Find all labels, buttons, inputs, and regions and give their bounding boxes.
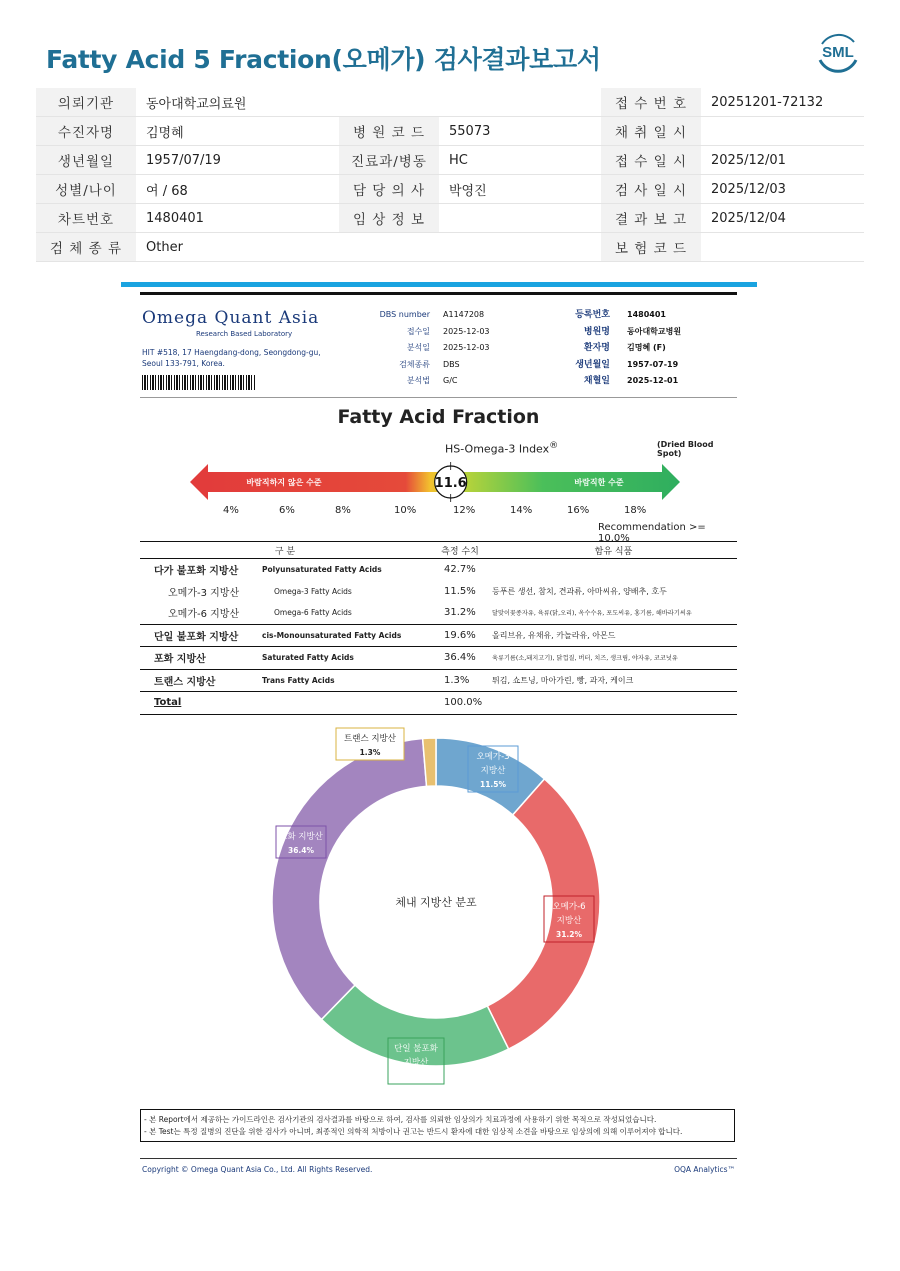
gauge-value: 11.6 [434, 476, 467, 491]
report-top-rule [140, 292, 737, 295]
total-label: Total [140, 692, 260, 715]
meta-label: 등록번호 [575, 310, 610, 320]
info-row [36, 175, 864, 204]
slice-value: 36.4% [287, 846, 315, 855]
donut-title: 체내 지방산 분포 [395, 896, 477, 909]
copyright: Copyright © Omega Quant Asia Co., Ltd. All Rights Reserved. [142, 1165, 373, 1174]
oqa-analytics: OQA Analytics™ [674, 1165, 735, 1174]
info-label: 수진자명 [36, 117, 136, 146]
meta-label: 생년월일 [575, 359, 610, 370]
info-label: 검 사 일 시 [601, 175, 701, 204]
row-category-en: Trans Fatty Acids [260, 669, 430, 692]
info-label [339, 88, 439, 117]
info-label: 생년월일 [36, 146, 136, 175]
info-label: 차트번호 [36, 204, 136, 233]
info-row [36, 117, 864, 146]
gauge-tick: 4% [223, 505, 239, 516]
gauge-tick: 6% [279, 505, 295, 516]
info-label: 접 수 일 시 [601, 146, 701, 175]
oqa-logo: Omega Quant Asia [142, 308, 320, 328]
gauge-tick: 8% [335, 505, 351, 516]
info-value [439, 88, 601, 117]
slice-label: 지방산 [403, 1058, 429, 1068]
fatty-acid-distribution-donut [260, 722, 620, 1081]
info-label: 보 험 코 드 [601, 233, 701, 262]
meta-label: 환자명 [583, 343, 610, 353]
meta-value: 1480401 [627, 310, 666, 319]
meta-value: 2025-12-01 [627, 376, 679, 385]
disclaimer-notes [140, 1109, 735, 1142]
info-row [36, 88, 864, 117]
table-row [140, 581, 737, 603]
slice-label: 오메가-6 [552, 902, 586, 912]
info-label: 성별/나이 [36, 175, 136, 204]
gauge-tick: 10% [394, 505, 417, 516]
meta-value: 동아대학교병원 [627, 326, 682, 336]
report-header-rule [140, 397, 737, 398]
table-row [140, 559, 737, 581]
row-value: 11.5% [444, 585, 476, 597]
meta-value: 김명혜 (F) [627, 343, 666, 352]
info-row [36, 146, 864, 175]
info-label: 임 상 정 보 [339, 204, 439, 233]
gauge-good-label: 바람직한 수준 [574, 478, 624, 487]
sml-logo-text: SML [822, 44, 854, 61]
col-value: 측정 수치 [430, 542, 490, 559]
meta-label: 분석법 [406, 376, 430, 385]
meta-value: 2025-12-03 [443, 326, 490, 336]
slice-label: 트랜스 지방산 [344, 734, 396, 744]
omega-report [140, 292, 737, 1182]
meta-value: 1957-07-19 [627, 359, 679, 369]
meta-label: 검체종류 [399, 359, 430, 369]
footer-rule [140, 1158, 737, 1159]
gauge-tick: 12% [453, 505, 476, 516]
row-category-kr: 오메가-6 지방산 [168, 609, 240, 621]
info-value: HC [439, 146, 601, 175]
gauge-tick: 18% [624, 505, 647, 516]
slice-label: 포화 지방산 [279, 832, 323, 842]
report-title: Fatty Acid 5 Fraction(오메가) 검사결과보고서 [46, 45, 601, 74]
slice-label: 오메가-3 [476, 752, 510, 762]
row-value: 19.6% [430, 624, 490, 647]
info-label: 의뢰기관 [36, 88, 136, 117]
slice-label: 지방산 [480, 766, 506, 776]
slice-label: 지방산 [556, 916, 582, 926]
meta-right-values [627, 307, 727, 390]
omega3-index-gauge [190, 462, 680, 502]
info-value: 2025/12/04 [701, 204, 864, 233]
info-label [339, 233, 439, 262]
info-value: 2025/12/03 [701, 175, 864, 204]
info-value [701, 233, 864, 262]
meta-label: 채혈일 [583, 376, 610, 386]
meta-label: DBS number [379, 310, 430, 319]
slice-value: 1.3% [359, 748, 381, 757]
info-value: Other [136, 233, 339, 262]
row-food [490, 559, 737, 581]
info-value: 2025/12/01 [701, 146, 864, 175]
meta-label: 병원명 [583, 326, 610, 337]
gauge-tick: 14% [510, 505, 533, 516]
info-value [439, 233, 601, 262]
gauge-marker [435, 462, 467, 502]
table-row [140, 624, 737, 647]
info-value: 박영진 [439, 175, 601, 204]
info-row [36, 204, 864, 233]
oqa-subtitle: Research Based Laboratory [196, 330, 293, 338]
specimen-note: (Dried Blood Spot) [657, 440, 714, 458]
slice-label: 단일 불포화 [394, 1044, 438, 1054]
meta-label: 분석일 [406, 343, 430, 352]
info-label: 접 수 번 호 [601, 88, 701, 117]
row-food: 올리브유, 유채유, 카놀라유, 아몬드 [490, 624, 737, 647]
row-value: 36.4% [430, 647, 490, 670]
row-category-kr: 다가 불포화 지방산 [140, 559, 260, 581]
row-category-en: Polyunsaturated Fatty Acids [260, 559, 430, 581]
info-value: 동아대학교의료원 [136, 88, 339, 117]
info-label: 검 체 종 류 [36, 233, 136, 262]
info-row [36, 233, 864, 262]
row-value: 31.2% [444, 607, 476, 619]
info-label: 병 원 코 드 [339, 117, 439, 146]
info-value: 1480401 [136, 204, 339, 233]
slice-value: 11.5% [479, 780, 507, 789]
meta-left-labels [365, 307, 430, 390]
row-category-kr: 오메가-3 지방산 [168, 587, 240, 599]
note-2: - 본 Test는 특정 질병의 진단을 위한 검사가 아니며, 최종적인 의학적 처방이나 권고는 반드시 환자에 대한 임상적 소견을 바탕으로 임상의에 의해 이루어져야 합니다. [144, 1127, 683, 1136]
row-category-en: Omega-6 Fatty Acids [274, 608, 352, 618]
hs-omega3-index-title: HS-Omega-3 Index® [445, 440, 559, 456]
meta-right-labels [540, 307, 610, 390]
info-value [701, 117, 864, 146]
info-value: 55073 [439, 117, 601, 146]
meta-value: A1147208 [443, 310, 485, 319]
info-value: 1957/07/19 [136, 146, 339, 175]
row-food: 등푸른 생선, 참치, 견과류, 아마씨유, 양배추, 호두 [492, 586, 667, 596]
patient-info-table [36, 88, 864, 262]
col-category: 구 분 [140, 542, 430, 559]
row-category-en: Saturated Fatty Acids [260, 647, 430, 670]
sml-logo [814, 30, 862, 76]
info-label: 결 과 보 고 [601, 204, 701, 233]
col-food: 함유 식품 [490, 542, 737, 559]
row-category-kr: 포화 지방산 [140, 647, 260, 670]
row-category-en: Omega-3 Fatty Acids [274, 586, 352, 596]
total-row [140, 692, 737, 715]
meta-label: 접수일 [406, 326, 430, 336]
lab-address: HIT #518, 17 Haengdang-dong, Seongdong-gu, Seoul 133-791, Korea. [142, 348, 321, 368]
info-value: 김명혜 [136, 117, 339, 146]
row-value: 42.7% [430, 559, 490, 581]
info-value [439, 204, 601, 233]
slice-value: 19.6% [402, 1072, 430, 1081]
info-label: 담 당 의 사 [339, 175, 439, 204]
table-row [140, 669, 737, 692]
fatty-acid-fraction-title: Fatty Acid Fraction [337, 406, 540, 428]
meta-value: G/C [443, 376, 458, 385]
info-label: 채 취 일 시 [601, 117, 701, 146]
info-value: 20251201-72132 [701, 88, 864, 117]
table-row [140, 602, 737, 624]
row-food: 튀김, 쇼트닝, 마아가린, 빵, 과자, 케이크 [490, 669, 737, 692]
info-value: 여 / 68 [136, 175, 339, 204]
row-category-kr: 트랜스 지방산 [140, 669, 260, 692]
meta-left-values [443, 307, 533, 390]
info-label: 진료과/병동 [339, 146, 439, 175]
slice-value: 31.2% [555, 930, 583, 939]
row-category-kr: 단일 불포화 지방산 [140, 624, 260, 647]
total-value: 100.0% [430, 692, 490, 715]
meta-value: DBS [443, 359, 460, 369]
gauge-bad-label: 바람직하지 않은 수준 [246, 478, 322, 487]
row-category-en: cis-Monounsaturated Fatty Acids [260, 624, 430, 647]
row-value: 1.3% [430, 669, 490, 692]
meta-value: 2025-12-03 [443, 343, 490, 352]
note-1: - 본 Report에서 제공하는 가이드라인은 검사기관의 검사결과를 바탕으로 하여, 검사를 의뢰한 임상의가 치료과정에 사용하기 위한 목적으로 작성되었습니다. [144, 1115, 657, 1124]
header-divider [121, 282, 757, 287]
gauge-tick: 16% [567, 505, 590, 516]
barcode [142, 375, 255, 390]
row-food: 육류기름(소,돼지고기), 닭껍질, 버터, 치즈, 생크림, 야자유, 코코넛유 [490, 647, 737, 670]
donut-slice [272, 739, 427, 1020]
recommendation: Recommendation >= 10.0% [598, 522, 706, 544]
fatty-acid-table [140, 541, 737, 715]
table-row [140, 647, 737, 670]
row-food: 달맞이꽃종자유, 육류(닭,오리), 옥수수유, 포도씨유, 홍기름, 해바라기씨유 [492, 610, 692, 618]
